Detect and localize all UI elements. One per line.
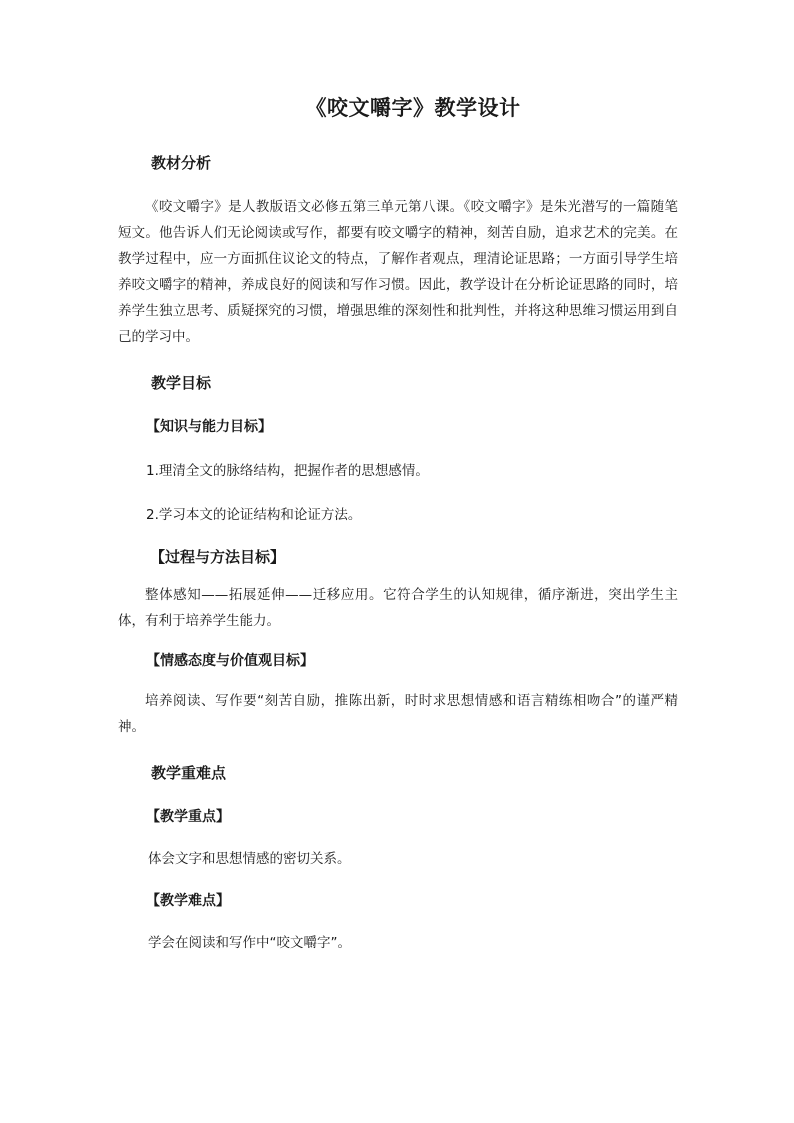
analysis-paragraph: 《咬文嚼字》是人教版语文必修五第三单元第八课。《咬文嚼字》是朱光潜写的一篇随笔短文。他告诉人们无论阅读或写作，都要有咬文嚼字的精神，刻苦自励，追求艺术的完美。在教学过程中，应一方面抓住议论文的特点，了解作者观点，理清论证思路；一方面引导学生培养咬文嚼字的精神，养成良好的阅读和写作习惯。因此，教学设计在分析论证思路的同时，培养学生独立思考、质疑探究的习惯，增强思维的深刻性和批判性，并将这种思维习惯运用到自己的学习中。: [118, 199, 678, 345]
focus-text: 体会文字和思想情感的密切关系。: [148, 851, 351, 867]
subheading-process-goals: 【过程与方法目标】: [150, 548, 286, 566]
knowledge-goal-item-2: 2.学习本文的论证结构和论证方法。: [146, 507, 362, 523]
subheading-emotion-goals: 【情感态度与价值观目标】: [146, 653, 314, 669]
document-title: 《咬文嚼字》教学设计: [305, 96, 521, 120]
difficulty-text: 学会在阅读和写作中“咬文嚼字”。: [148, 935, 351, 951]
process-goals-paragraph: 整体感知——拓展延伸——迁移应用。它符合学生的认知规律，循序渐进，突出学生主体，有利于培养学生能力。: [118, 587, 678, 629]
subheading-knowledge-goals: 【知识与能力目标】: [146, 419, 272, 435]
section-heading-goals: 教学目标: [151, 374, 212, 392]
document-body: [118, 92, 678, 956]
subheading-difficulty: 【教学难点】: [146, 893, 230, 909]
subheading-focus: 【教学重点】: [146, 809, 230, 825]
section-heading-keypoints: 教学重难点: [151, 764, 227, 782]
section-heading-analysis: 教材分析: [151, 154, 212, 172]
knowledge-goal-item-1: 1.理清全文的脉络结构，把握作者的思想感情。: [146, 463, 429, 479]
emotion-goals-paragraph: 培养阅读、写作要“刻苦自励，推陈出新，时时求思想情感和语言精练相吻合”的谨严精神。: [118, 693, 678, 735]
